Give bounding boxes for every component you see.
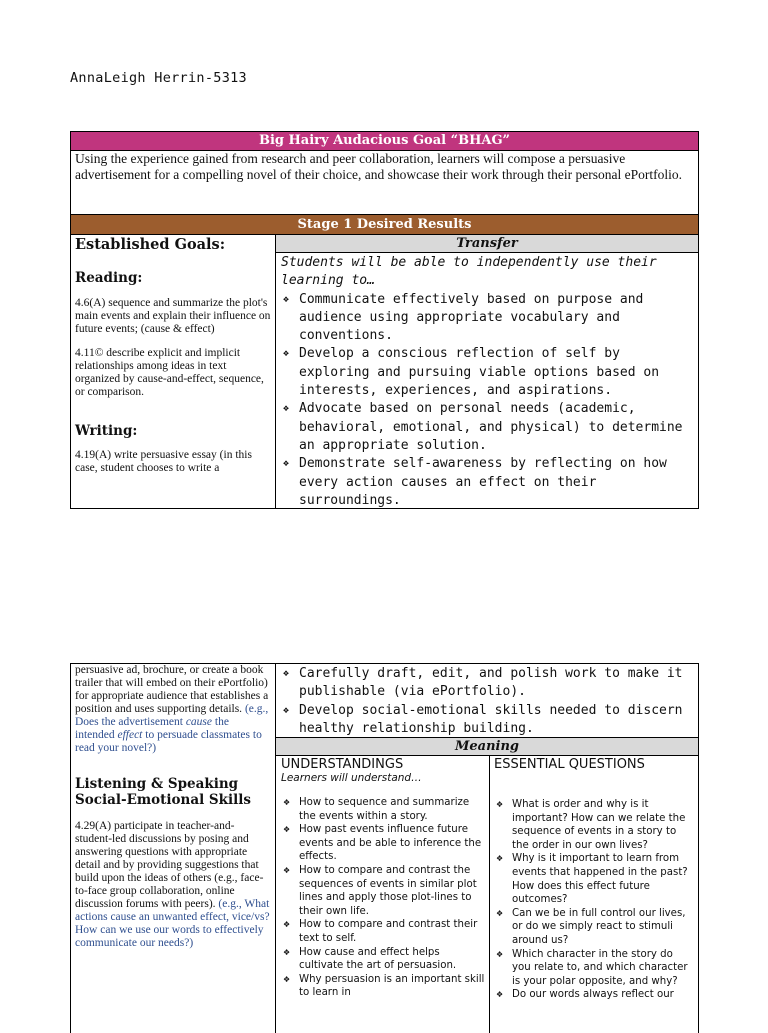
stage1-title: Stage 1 Desired Results: [71, 215, 698, 234]
understanding-item: ❖ Why persuasion is an important skill to learn in: [281, 973, 485, 1000]
goals-column: [75, 236, 271, 475]
transfer-column: [281, 254, 692, 510]
listening-speaking-heading: Listening & Speaking Social-Emotional Skills: [75, 776, 252, 808]
continuation-table: [70, 663, 699, 1033]
essential-questions-heading: ESSENTIAL QUESTIONS: [494, 757, 645, 772]
question-item: ❖ Why is it important to learn from events that happened in the past? How does this effect future outcomes?: [494, 852, 694, 906]
reading-heading: Reading:: [75, 270, 143, 286]
transfer-intro: Students will be able to independently use their learning to…: [281, 255, 657, 289]
understanding-item: ❖ How cause and effect helps cultivate the art of persuasion.: [281, 946, 485, 973]
writing-goal-continued: persuasive ad, brochure, or create a book trailer that will embed on their ePortfolio) for appropriate audience that establishes a position and uses supporting details. (e.g., Does the advertisement cause the intended effect to persuade classmates to read your novel?): [75, 664, 269, 754]
bhag-text: Using the experience gained from research and peer collaboration, learners will compose a persuasive advertisement for a compelling novel of their choice, and showcase their work through their personal ePortfolio.: [75, 151, 682, 182]
question-item: ❖ Can we be in full control our lives, or do we simply react to stimuli around us?: [494, 907, 694, 948]
essential-questions-column: [494, 757, 694, 1002]
understanding-item: ❖ How past events influence future events and be able to inference the effects.: [281, 823, 485, 864]
writing-heading: Writing:: [75, 423, 138, 439]
transfer-list-continued: [281, 665, 692, 738]
bhag-table: [70, 131, 699, 509]
understandings-list: [281, 796, 485, 1000]
question-item: ❖ What is order and why is it important? How can we relate the sequence of events in a story to the order in our own lives?: [494, 798, 694, 852]
listening-speaking-goal: 4.29(A) participate in teacher-and-student-led discussions by posing and answering questions with appropriate detail and by providing suggestions that build upon the ideas of others (e.g., face-to-face group collaboration, online discussion forums with peers). (e.g., What actions cause an unwanted effect, vice/vs? How can we use our words to effectively communicate our needs?): [75, 820, 270, 949]
author-name: AnnaLeigh Herrin-5313: [70, 70, 247, 86]
transfer-item: ❖ Carefully draft, edit, and polish work to make it publishable (via ePortfolio).: [281, 665, 692, 702]
writing-goal-1: 4.19(A) write persuasive essay (in this case, student chooses to write a: [75, 449, 252, 474]
understandings-column: [281, 757, 485, 1000]
bhag-title: Big Hairy Audacious Goal “BHAG”: [71, 132, 698, 150]
transfer-continued: [281, 665, 692, 738]
transfer-item: ❖ Communicate effectively based on purpose and audience using appropriate vocabulary and conventions.: [281, 291, 692, 346]
reading-goal-2: 4.11© describe explicit and implicit relationships among ideas in text organized by cause-and-effect, sequence, or comparison.: [75, 347, 264, 398]
understanding-item: ❖ How to sequence and summarize the events within a story.: [281, 796, 485, 823]
question-item: ❖ Which character in the story do you relate to, and which character is your polar opposite, and why?: [494, 948, 694, 989]
transfer-list: [281, 291, 692, 511]
meaning-heading: Meaning: [276, 738, 698, 755]
reading-goal-1: 4.6(A) sequence and summarize the plot's main events and explain their influence on future events; (cause & effect): [75, 297, 271, 335]
transfer-item: ❖ Advocate based on personal needs (academic, behavioral, emotional, and physical) to determine an appropriate solution.: [281, 400, 692, 455]
transfer-item: ❖ Develop social-emotional skills needed to discern healthy relationship building.: [281, 702, 692, 739]
goals-heading: Established Goals:: [75, 236, 226, 253]
understandings-heading: UNDERSTANDINGS: [281, 757, 404, 772]
understandings-intro: Learners will understand…: [281, 772, 422, 784]
transfer-heading: Transfer: [276, 235, 698, 252]
transfer-item: ❖ Demonstrate self-awareness by reflecting on how every action causes an effect on their surroundings.: [281, 455, 692, 510]
understanding-item: ❖ How to compare and contrast their text to self.: [281, 918, 485, 945]
understanding-item: ❖ How to compare and contrast the sequences of events in similar plot lines and apply those plot-lines to their own life.: [281, 864, 485, 918]
goals-continued: [75, 664, 271, 950]
essential-questions-list: [494, 798, 694, 1002]
transfer-item: ❖ Develop a conscious reflection of self by exploring and pursuing viable options based on interests, experiences, and aspirations.: [281, 345, 692, 400]
question-item: ❖ Do our words always reflect our: [494, 988, 694, 1002]
